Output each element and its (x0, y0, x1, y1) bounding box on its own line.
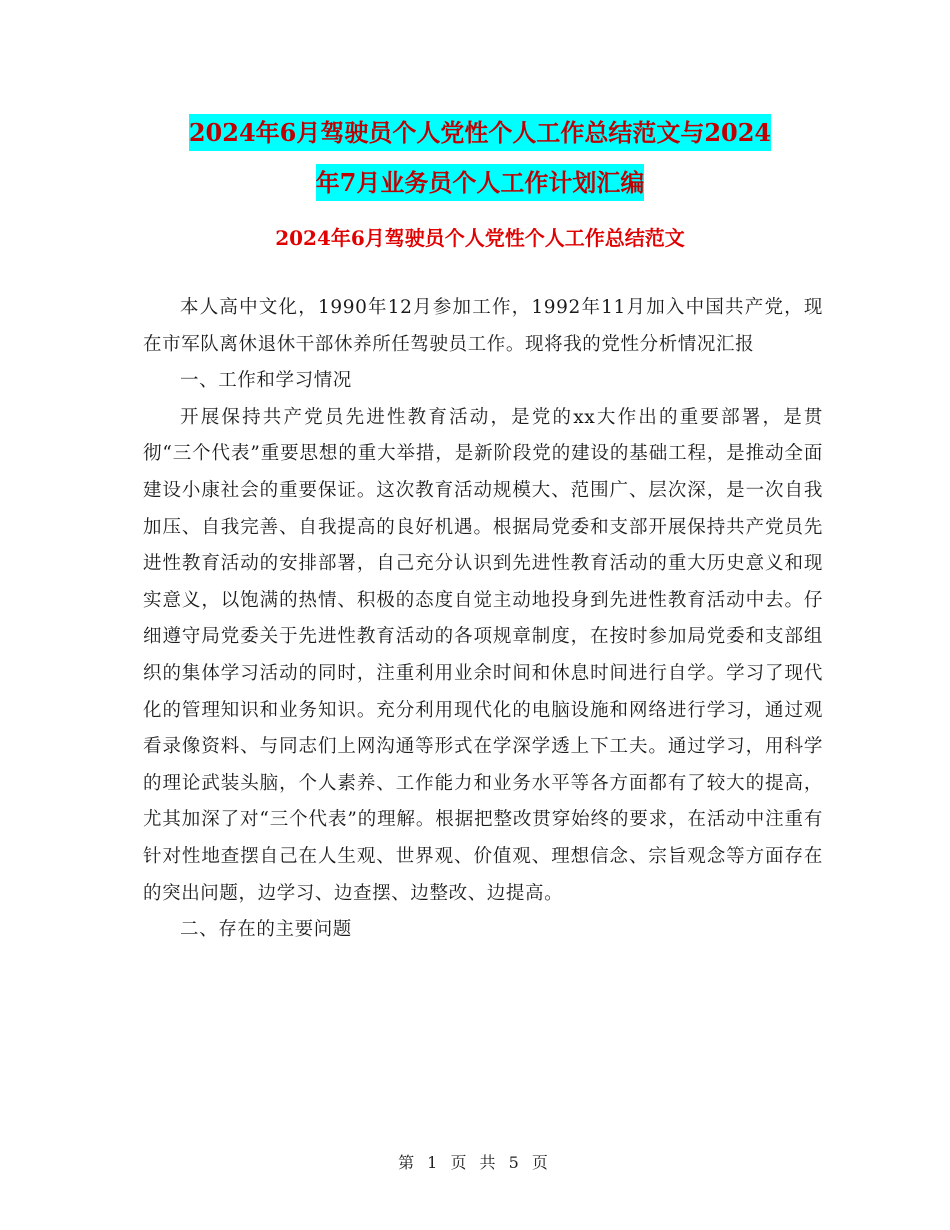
title-line-1: 2024年6月驾驶员个人党性个人工作总结范文与2024 (189, 114, 771, 151)
document-body (143, 290, 823, 949)
title-line-2: 年7月业务员个人工作计划汇编 (316, 164, 645, 201)
section-title: 2024年6月驾驶员个人党性个人工作总结范文 (275, 226, 685, 250)
page-footer: 第 1 页 共 5 页 (398, 1153, 552, 1172)
heading-work-study: 一、工作和学习情况 (180, 370, 352, 392)
document-title (140, 108, 820, 208)
heading-main-problems: 二、存在的主要问题 (180, 919, 352, 941)
paragraph-intro: 本人高中文化，1990年12月参加工作，1992年11月加入中国共产党，现在市军队离休退休干部休养所任驾驶员工作。现将我的党性分析情况汇报 (143, 297, 823, 355)
paragraph-work-study: 开展保持共产党员先进性教育活动，是党的xx大作出的重要部署，是贯彻“三个代表”重要思想的重大举措，是新阶段党的建设的基础工程，是推动全面建设小康社会的重要保证。这次教育活动规模大、范围广、层次深，是一次自我加压、自我完善、自我提高的良好机遇。根据局党委和支部开展保持共产党员先进性教育活动的安排部署，自己充分认识到先进性教育活动的重大历史意义和现实意义，以饱满的热情、积极的态度自觉主动地投身到先进性教育活动中去。仔细遵守局党委关于先进性教育活动的各项规章制度，在按时参加局党委和支部组织的集体学习活动的同时，注重利用业余时间和休息时间进行自学。学习了现代化的管理知识和业务知识。充分利用现代化的电脑设施和网络进行学习，通过观看录像资料、与同志们上网沟通等形式在学深学透上下工夫。通过学习，用科学的理论武装头脑，个人素养、工作能力和业务水平等各方面都有了较大的提高，尤其加深了对“三个代表”的理解。根据把整改贯穿始终的要求，在活动中注重有针对性地查摆自己在人生观、世界观、价值观、理想信念、宗旨观念等方面存在的突出问题，边学习、边查摆、边整改、边提高。 (143, 406, 823, 904)
